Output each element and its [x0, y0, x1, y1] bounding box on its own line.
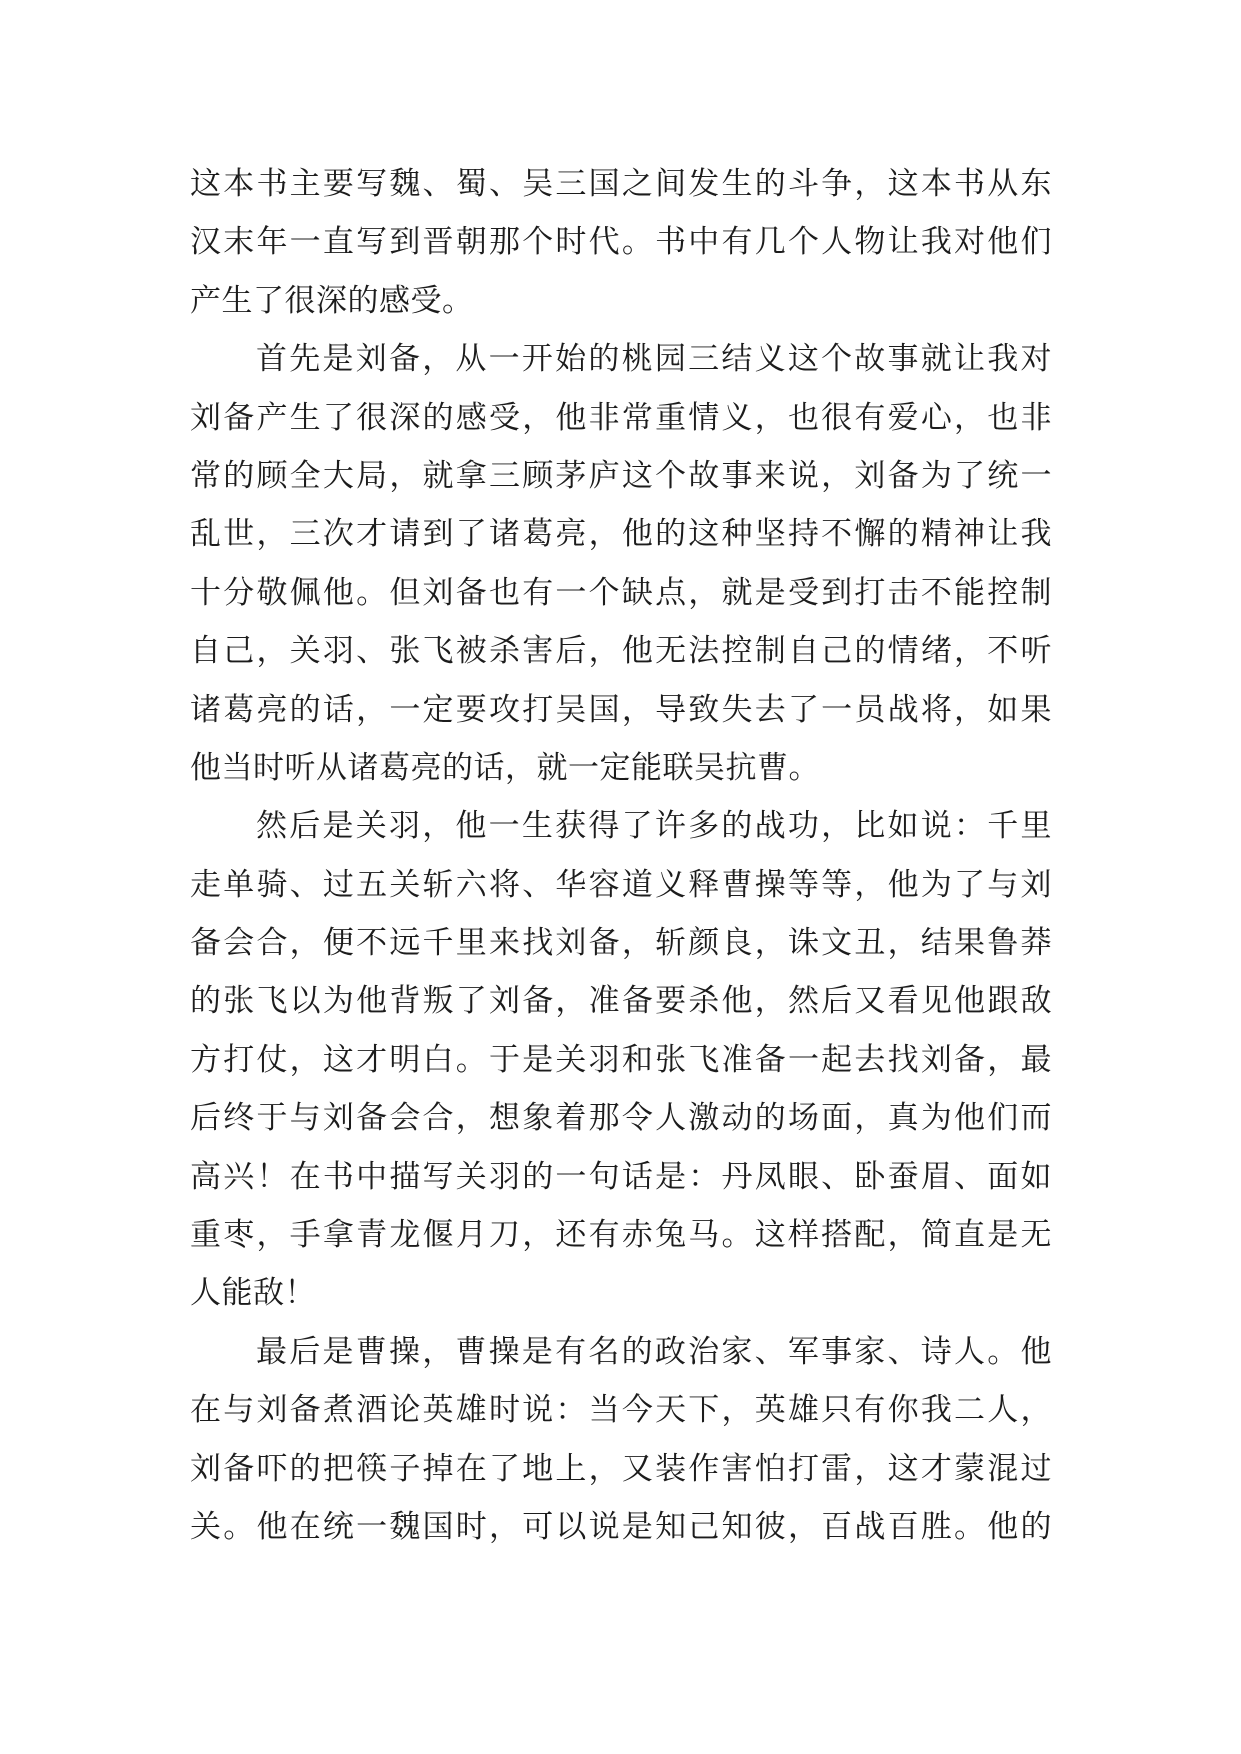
text-line: 他当时听从诸葛亮的话，就一定能联吴抗曹。: [190, 749, 820, 786]
text-line: 关。他在统一魏国时，可以说是知己知彼，百战百胜。他的: [190, 1508, 1052, 1545]
text-line: 诸葛亮的话，一定要攻打吴国，导致失去了一员战将，如果: [190, 691, 1052, 728]
body-text: [190, 155, 1052, 1556]
text-line: 在与刘备煮酒论英雄时说：当今天下，英雄只有你我二人，: [190, 1392, 1052, 1429]
text-line: 走单骑、过五关斩六将、华容道义释曹操等等，他为了与刘: [190, 866, 1052, 903]
paragraph: [190, 155, 1052, 330]
text-line: 首先是刘备，从一开始的桃园三结义这个故事就让我对: [256, 341, 1052, 378]
text-line: 十分敬佩他。但刘备也有一个缺点，就是受到打击不能控制: [190, 574, 1052, 611]
paragraph: [190, 1323, 1052, 1557]
text-line: 重枣，手拿青龙偃月刀，还有赤兔马。这样搭配，简直是无: [190, 1217, 1052, 1254]
text-line: 刘备吓的把筷子掉在了地上，又装作害怕打雷，这才蒙混过: [190, 1450, 1052, 1487]
text-line: 的张飞以为他背叛了刘备，准备要杀他，然后又看见他跟敌: [190, 983, 1052, 1020]
text-line: 产生了很深的感受。: [190, 282, 474, 319]
text-line: 人能敌！: [190, 1275, 316, 1312]
text-line: 备会合，便不远千里来找刘备，斩颜良，诛文丑，结果鲁莽: [190, 925, 1052, 962]
paragraph: [190, 330, 1052, 797]
text-line: 刘备产生了很深的感受，他非常重情义，也很有爱心，也非: [190, 399, 1052, 436]
text-line: 方打仗，这才明白。于是关羽和张飞准备一起去找刘备，最: [190, 1041, 1052, 1078]
text-line: 高兴！在书中描写关羽的一句话是：丹凤眼、卧蚕眉、面如: [190, 1158, 1052, 1195]
text-line: 自己，关羽、张飞被杀害后，他无法控制自己的情绪，不听: [190, 633, 1052, 670]
text-line: 这本书主要写魏、蜀、吴三国之间发生的斗争，这本书从东: [190, 166, 1052, 202]
text-line: 后终于与刘备会合，想象着那令人激动的场面，真为他们而: [190, 1100, 1052, 1137]
paragraph: [190, 797, 1052, 1323]
text-line: 常的顾全大局，就拿三顾茅庐这个故事来说，刘备为了统一: [190, 457, 1052, 494]
text-line: 然后是关羽，他一生获得了许多的战功，比如说：千里: [256, 808, 1052, 845]
text-line: 最后是曹操，曹操是有名的政治家、军事家、诗人。他: [256, 1333, 1052, 1370]
text-line: 乱世，三次才请到了诸葛亮，他的这种坚持不懈的精神让我: [190, 516, 1052, 553]
text-line: 汉末年一直写到晋朝那个时代。书中有几个人物让我对他们: [190, 224, 1052, 261]
